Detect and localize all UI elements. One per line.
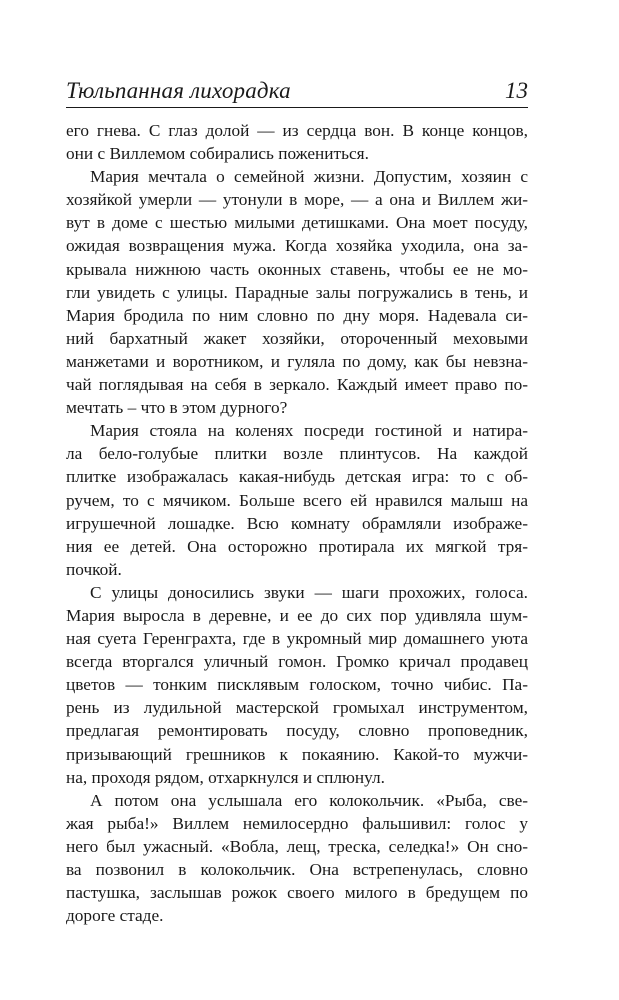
- page-number: 13: [505, 78, 528, 103]
- text-line: предлагая ремонтировать посуду, словно проповедник,: [66, 721, 528, 741]
- text-line: гли увидеть с улицы. Парадные залы погружались в тень, и: [66, 282, 528, 302]
- text-line: Мария стояла на коленях посреди гостиной и натира-: [90, 421, 528, 441]
- text-line: мечтать – что в этом дурного?: [66, 398, 288, 418]
- text-line: ний бархатный жакет хозяйки, отороченный меховыми: [66, 328, 528, 348]
- text-line: почкой.: [66, 559, 122, 579]
- book-title: Тюльпанная лихорадка: [66, 78, 291, 103]
- running-head: [66, 76, 528, 108]
- text-line: него был ужасный. «Вобла, лещ, треска, селедка!» Он сно-: [66, 836, 528, 856]
- header-rule: [66, 107, 528, 108]
- text-line: призывающий грешников к покаянию. Какой-то мужчи-: [66, 744, 528, 764]
- text-line: ная суета Геренграхта, где в укромный мир домашнего уюта: [66, 629, 528, 649]
- text-line: С улицы доносились звуки — шаги прохожих, голоса.: [90, 582, 528, 602]
- text-line: дороге стаде.: [66, 906, 164, 926]
- text-line: Мария бродила по ним словно по дну моря. Надевала си-: [66, 305, 528, 325]
- text-line: ручем, то с мячиком. Больше всего ей нравился малыш на: [66, 490, 528, 510]
- text-line: крывала нижнюю часть оконных ставень, чтобы ее не мо-: [66, 259, 528, 279]
- text-line: пастушка, заслышав рожок своего милого в бредущем по: [66, 883, 528, 903]
- text-line: чай поглядывая на себя в зеркало. Каждый имеет право по-: [66, 375, 528, 395]
- body-text: [66, 119, 528, 927]
- text-line: игрушечной лошадке. Всю комнату обрамляли изображе-: [66, 513, 528, 533]
- text-line: ния ее детей. Она осторожно протирала их мягкой тря-: [66, 536, 528, 556]
- text-line: цветов — тонким писклявым голоском, точно чибис. Па-: [66, 675, 528, 695]
- text-line: хозяйкой умерли — утонули в море, — а она и Виллем жи-: [66, 190, 528, 210]
- text-line: А потом она услышала его колокольчик. «Рыба, све-: [90, 790, 528, 810]
- text-line: они с Виллемом собирались пожениться.: [66, 144, 369, 164]
- text-line: Мария выросла в деревне, и ее до сих пор удивляла шум-: [66, 605, 528, 625]
- text-line: его гнева. С глаз долой — из сердца вон. В конце концов,: [66, 121, 528, 140]
- text-line: всегда вторгался уличный гомон. Громко кричал продавец: [66, 652, 528, 672]
- text-line: ва позвонил в колокольчик. Она встрепенулась, словно: [66, 860, 528, 879]
- text-line: рень из лудильной мастерской громыхал инструментом,: [66, 698, 528, 718]
- text-line: манжетами и воротником, и гуляла по дому, как бы невзна-: [66, 351, 528, 371]
- text-line: на, проходя рядом, отхаркнулся и сплюнул.: [66, 767, 385, 787]
- text-line: вут в доме с шестью милыми детишками. Она моет посуду,: [66, 213, 528, 233]
- text-line: Мария мечтала о семейной жизни. Допустим, хозяин с: [90, 167, 528, 187]
- text-line: жая рыба!» Виллем немилосердно фальшивил: голос у: [66, 813, 528, 833]
- text-line: ожидая возвращения мужа. Когда хозяйка уходила, она за-: [66, 236, 528, 256]
- text-line: плитке изображалась какая-нибудь детская игра: то с об-: [66, 467, 528, 487]
- text-line: ла бело-голубые плитки возле плинтусов. На каждой: [66, 444, 528, 464]
